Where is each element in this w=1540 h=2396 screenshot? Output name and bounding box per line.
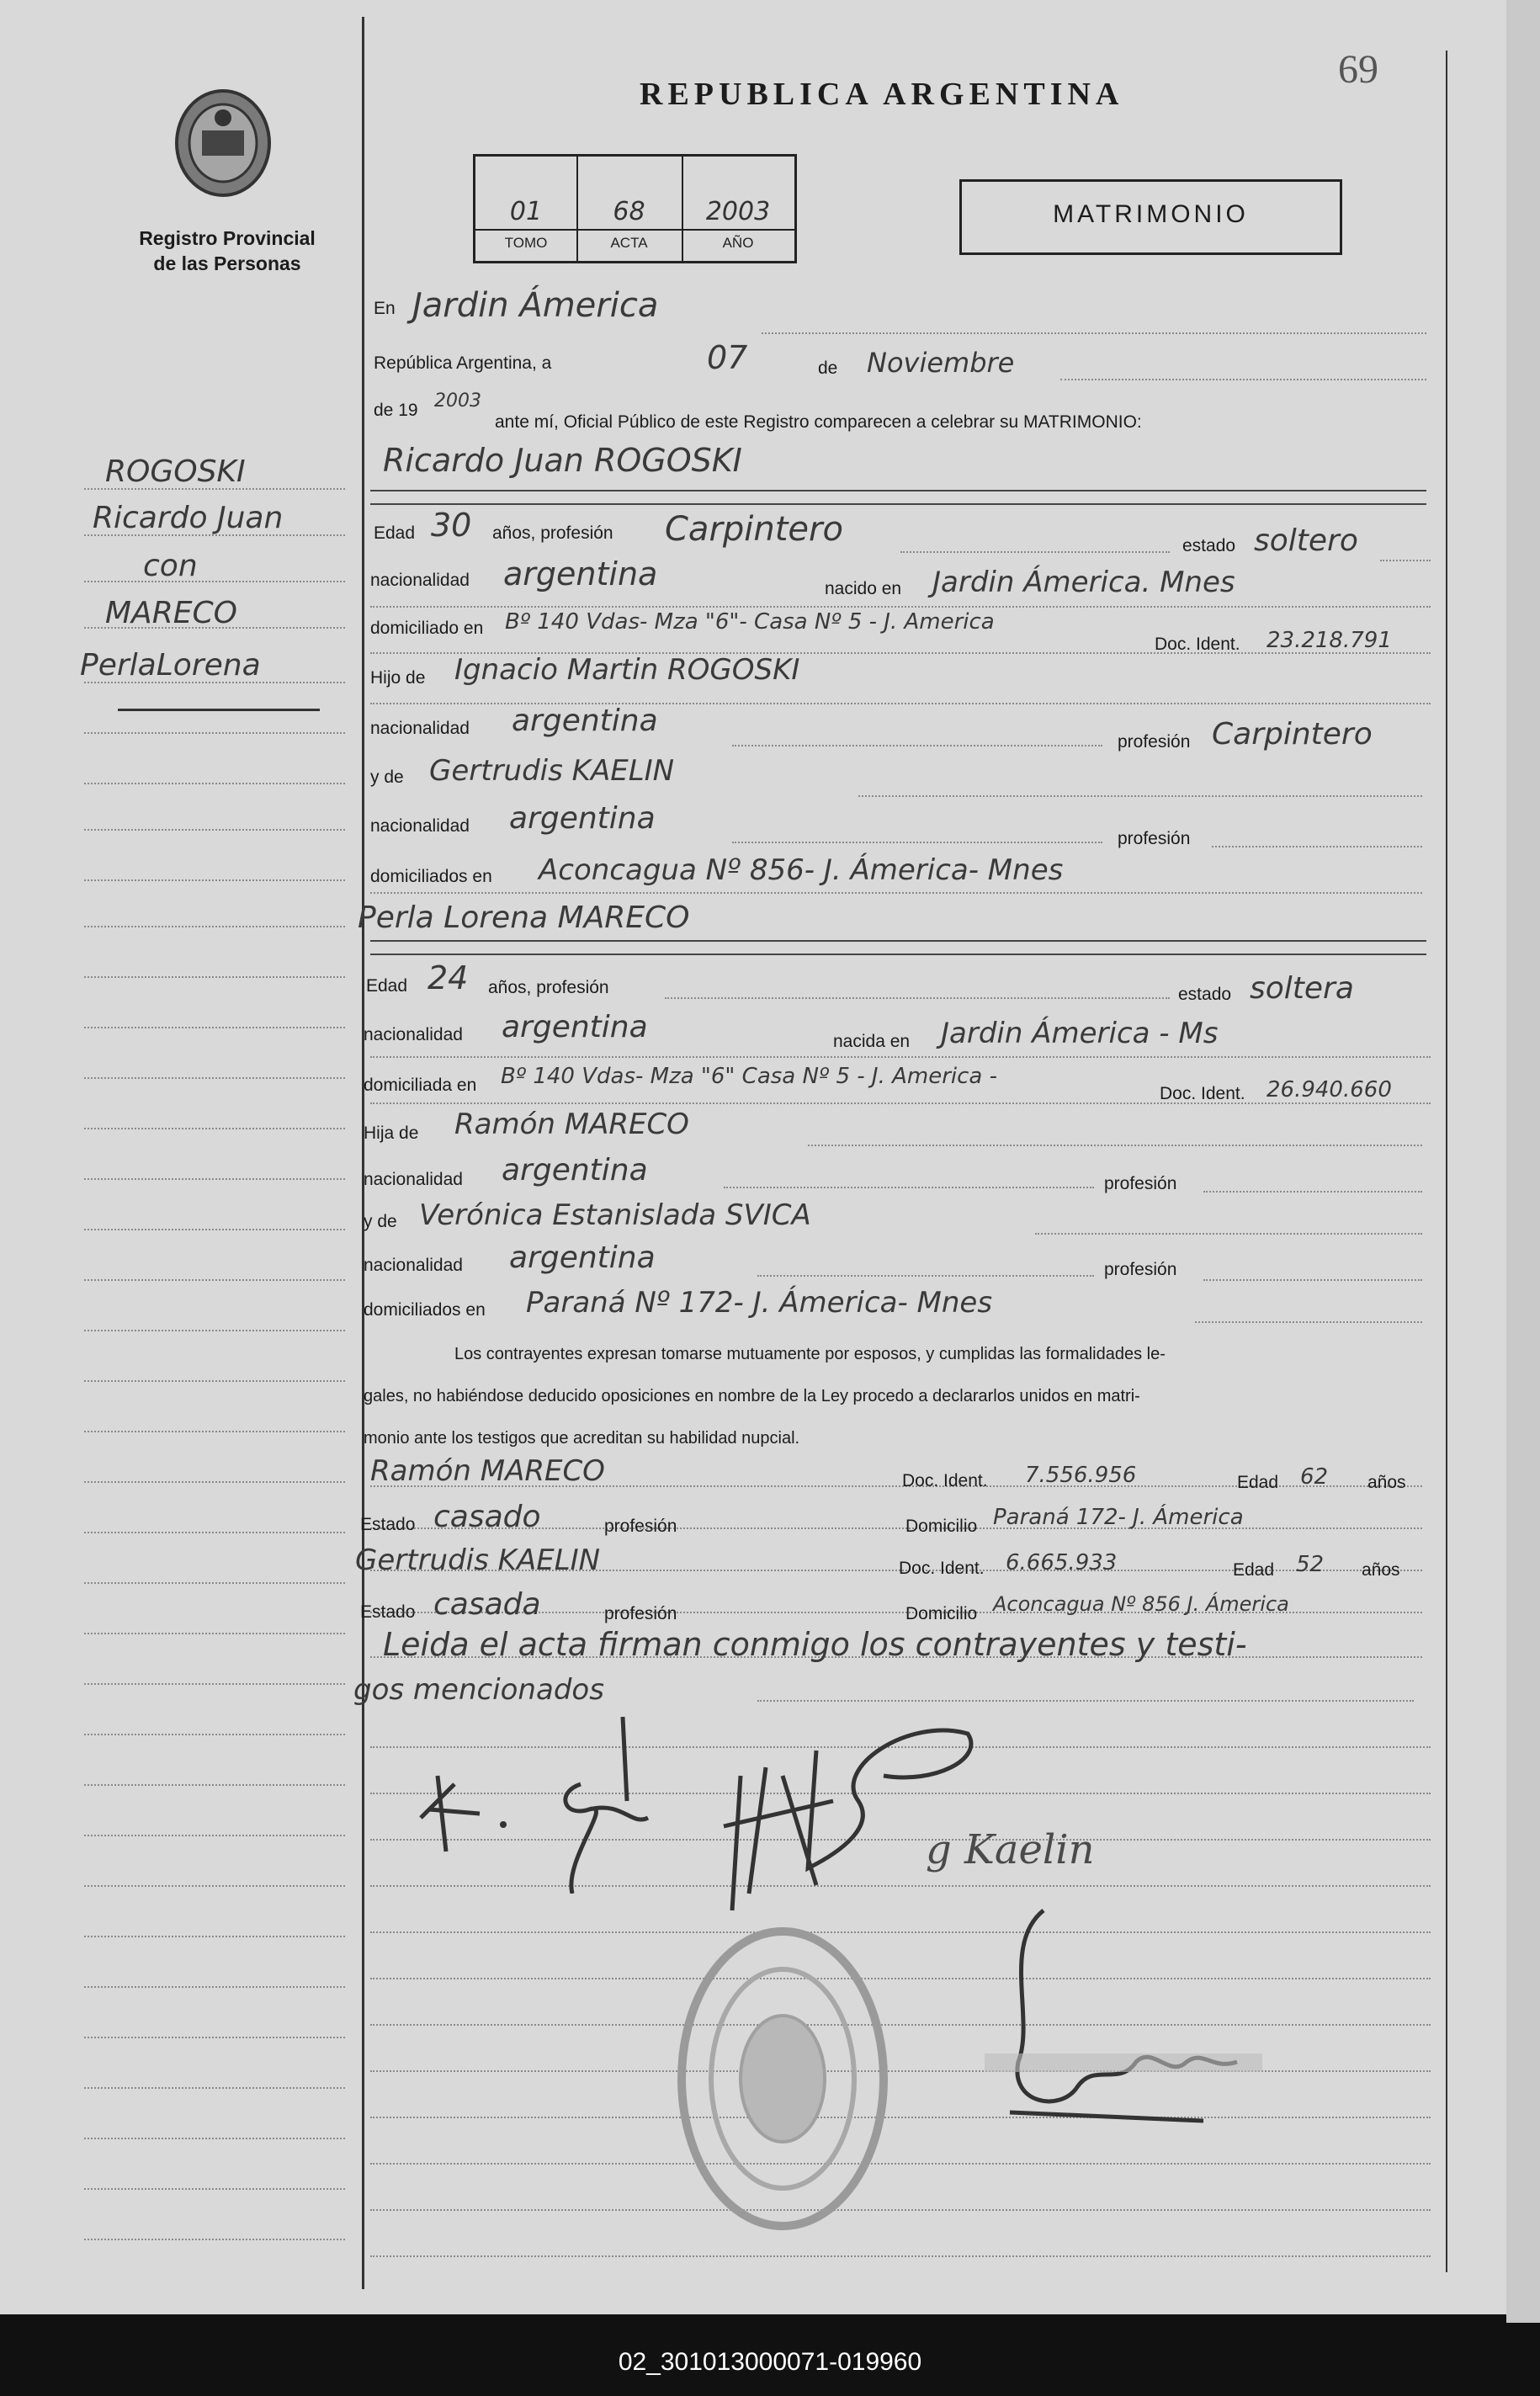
bride-anos-profesion-label: años, profesión	[488, 978, 609, 997]
bride-parents-address: Paraná Nº 172- J. Ámerica- Mnes	[526, 1286, 993, 1320]
day-value: 07	[707, 339, 748, 376]
groom-hijo-label: Hijo de	[370, 668, 426, 688]
bride-father: Ramón MARECO	[454, 1108, 689, 1141]
witness1-age: 62	[1300, 1464, 1329, 1490]
provincial-seal-icon	[168, 84, 278, 202]
groom-mother-nationality: argentina	[509, 801, 656, 836]
bride-father-profesion-label: profesión	[1104, 1174, 1177, 1193]
acta-label: ACTA	[610, 235, 648, 251]
margin-name-bride: PerlaLorena	[80, 648, 261, 683]
groom-domiciliados-label: domiciliados en	[370, 867, 492, 886]
groom-father: Ignacio Martin ROGOSKI	[454, 653, 800, 687]
groom-estado-label: estado	[1182, 536, 1236, 555]
en-label: En	[374, 299, 396, 318]
registry-name	[101, 226, 353, 276]
place-value: Jardin Ámerica	[412, 286, 659, 325]
registry-line2: de las Personas	[153, 252, 301, 274]
groom-doc: 23.218.791	[1267, 628, 1392, 653]
bride-estado-label: estado	[1178, 985, 1232, 1004]
bride-doc-label: Doc. Ident.	[1160, 1084, 1245, 1103]
bride-full-name: Perla Lorena MARECO	[358, 900, 690, 935]
groom-mother-profesion-label: profesión	[1118, 829, 1191, 848]
bride-mother-profesion-label: profesión	[1104, 1260, 1177, 1279]
acta-value: 68	[613, 197, 645, 226]
page-number: 69	[1338, 47, 1378, 92]
witness1-edad-label: Edad	[1237, 1473, 1279, 1492]
margin-surname-groom: ROGOSKI	[105, 454, 246, 489]
witness2-anos-label: años	[1362, 1560, 1400, 1580]
witness2-domicilio-label: Domicilio	[905, 1604, 978, 1623]
witness1-domicilio-label: Domicilio	[905, 1517, 978, 1536]
bride-mother-nacionalidad-label: nacionalidad	[364, 1256, 463, 1275]
bride-domiciliada-label: domiciliada en	[364, 1076, 477, 1095]
groom-yde-label: y de	[370, 768, 404, 787]
year-prefix-label: de 19	[374, 401, 418, 420]
witness1-profesion-label: profesión	[604, 1517, 677, 1536]
witness1-doc: 7.556.956	[1025, 1463, 1137, 1488]
groom-birthplace: Jardin Ámerica. Mnes	[932, 566, 1235, 599]
closing-line1: Leida el acta firman conmigo los contrayentes y testi-	[383, 1626, 1247, 1663]
groom-age: 30	[431, 507, 472, 544]
registry-stamp-icon	[673, 1919, 892, 2239]
witness1-estado-label: Estado	[360, 1515, 416, 1534]
signature-kaelin: g Kaelin	[926, 1826, 1095, 1873]
groom-mother-nacionalidad-label: nacionalidad	[370, 816, 470, 836]
republica-label: República Argentina, a	[374, 353, 552, 373]
witness2-name: Gertrudis KAELIN	[355, 1543, 601, 1577]
witness1-name: Ramón MARECO	[370, 1454, 605, 1488]
groom-father-profesion-label: profesión	[1118, 732, 1191, 752]
groom-full-name: Ricardo Juan ROGOSKI	[383, 442, 742, 479]
closing-line2: gos mencionados	[353, 1673, 604, 1707]
bride-age: 24	[427, 959, 469, 996]
bride-doc: 26.940.660	[1267, 1077, 1392, 1102]
year-value: 2003	[434, 390, 481, 412]
witness1-anos-label: años	[1367, 1473, 1406, 1492]
witness2-edad-label: Edad	[1233, 1560, 1275, 1580]
act-type: MATRIMONIO	[1053, 200, 1249, 228]
act-type-box	[959, 179, 1342, 255]
groom-mother: Gertrudis KAELIN	[429, 754, 675, 788]
left-margin-divider	[362, 17, 364, 2289]
groom-civil-status: soltero	[1254, 523, 1358, 558]
groom-edad-label: Edad	[374, 523, 416, 543]
signature-groom	[404, 1700, 707, 1894]
registry-line1: Registro Provincial	[139, 227, 316, 249]
bride-address: Bº 140 Vdas- Mza "6" Casa Nº 5 - J. America -	[501, 1064, 998, 1089]
margin-surname-bride: MARECO	[105, 596, 237, 630]
ano-label: AÑO	[722, 235, 754, 251]
bride-mother: Verónica Estanislada SVICA	[419, 1198, 811, 1232]
groom-parents-address: Aconcagua Nº 856- J. Ámerica- Mnes	[539, 853, 1064, 887]
ceremony-line2: gales, no habiéndose deducido oposiciones en nombre de la Ley procedo a declararlos unidos en matri-	[364, 1387, 1140, 1405]
tomo-label: TOMO	[504, 235, 548, 251]
registry-number-table	[473, 154, 797, 263]
groom-domiciliado-label: domiciliado en	[370, 619, 484, 638]
witness1-doc-label: Doc. Ident.	[902, 1471, 988, 1490]
ceremony-line1: Los contrayentes expresan tomarse mutuamente por esposos, y cumplidas las formalidades le-	[454, 1345, 1166, 1363]
groom-nacido-label: nacido en	[825, 579, 902, 598]
witness1-address: Paraná 172- J. Ámerica	[993, 1505, 1244, 1530]
groom-father-nacionalidad-label: nacionalidad	[370, 719, 470, 738]
groom-address: Bº 140 Vdas- Mza "6"- Casa Nº 5 - J. America	[505, 609, 995, 635]
margin-name-underline	[118, 709, 320, 711]
groom-father-profession: Carpintero	[1212, 717, 1373, 752]
country-title: REPUBLICA ARGENTINA	[640, 77, 1124, 112]
officer-text: ante mí, Oficial Público de este Registro comparecen a celebrar su MATRIMONIO:	[495, 412, 1142, 432]
bride-domiciliados-label: domiciliados en	[364, 1300, 486, 1320]
groom-nacionalidad-label: nacionalidad	[370, 571, 470, 590]
witness2-doc: 6.665.933	[1006, 1550, 1118, 1575]
de-label: de	[818, 359, 838, 378]
margin-name-groom: Ricardo Juan	[93, 501, 284, 535]
bride-hija-label: Hija de	[364, 1124, 419, 1143]
ano-value: 2003	[705, 197, 771, 226]
witness2-estado-label: Estado	[360, 1602, 416, 1622]
witness2-status: casada	[433, 1587, 541, 1622]
groom-nationality: argentina	[503, 555, 658, 592]
witness2-doc-label: Doc. Ident.	[899, 1559, 985, 1578]
bride-nacida-label: nacida en	[833, 1032, 911, 1051]
month-value: Noviembre	[867, 347, 1015, 379]
official-signature	[985, 1894, 1271, 2129]
signature-bride	[715, 1700, 993, 1919]
witness2-address: Aconcagua Nº 856 J. Ámerica	[993, 1592, 1289, 1616]
image-id-footer: 02_301013000071-019960	[618, 2348, 922, 2376]
page-edge	[1506, 0, 1540, 2323]
bride-father-nationality: argentina	[502, 1153, 648, 1187]
bride-father-nacionalidad-label: nacionalidad	[364, 1170, 463, 1189]
ceremony-line3: monio ante los testigos que acreditan su habilidad nupcial.	[364, 1429, 800, 1448]
groom-father-nationality: argentina	[512, 704, 658, 738]
bride-civil-status: soltera	[1250, 971, 1354, 1006]
witness2-profesion-label: profesión	[604, 1604, 677, 1623]
bride-mother-nationality: argentina	[509, 1241, 656, 1275]
bride-edad-label: Edad	[366, 976, 408, 996]
bride-nacionalidad-label: nacionalidad	[364, 1025, 463, 1044]
groom-anos-profesion-label: años, profesión	[492, 523, 613, 543]
groom-doc-label: Doc. Ident.	[1155, 635, 1240, 654]
bride-birthplace: Jardin Ámerica - Ms	[941, 1017, 1219, 1050]
groom-profession: Carpintero	[665, 510, 843, 549]
witness2-age: 52	[1296, 1552, 1325, 1577]
margin-con: con	[143, 549, 198, 583]
bride-yde-label: y de	[364, 1212, 397, 1231]
tomo-value: 01	[509, 197, 543, 226]
bride-nationality: argentina	[502, 1010, 648, 1044]
witness1-status: casado	[433, 1500, 541, 1534]
right-border	[1446, 50, 1447, 2272]
